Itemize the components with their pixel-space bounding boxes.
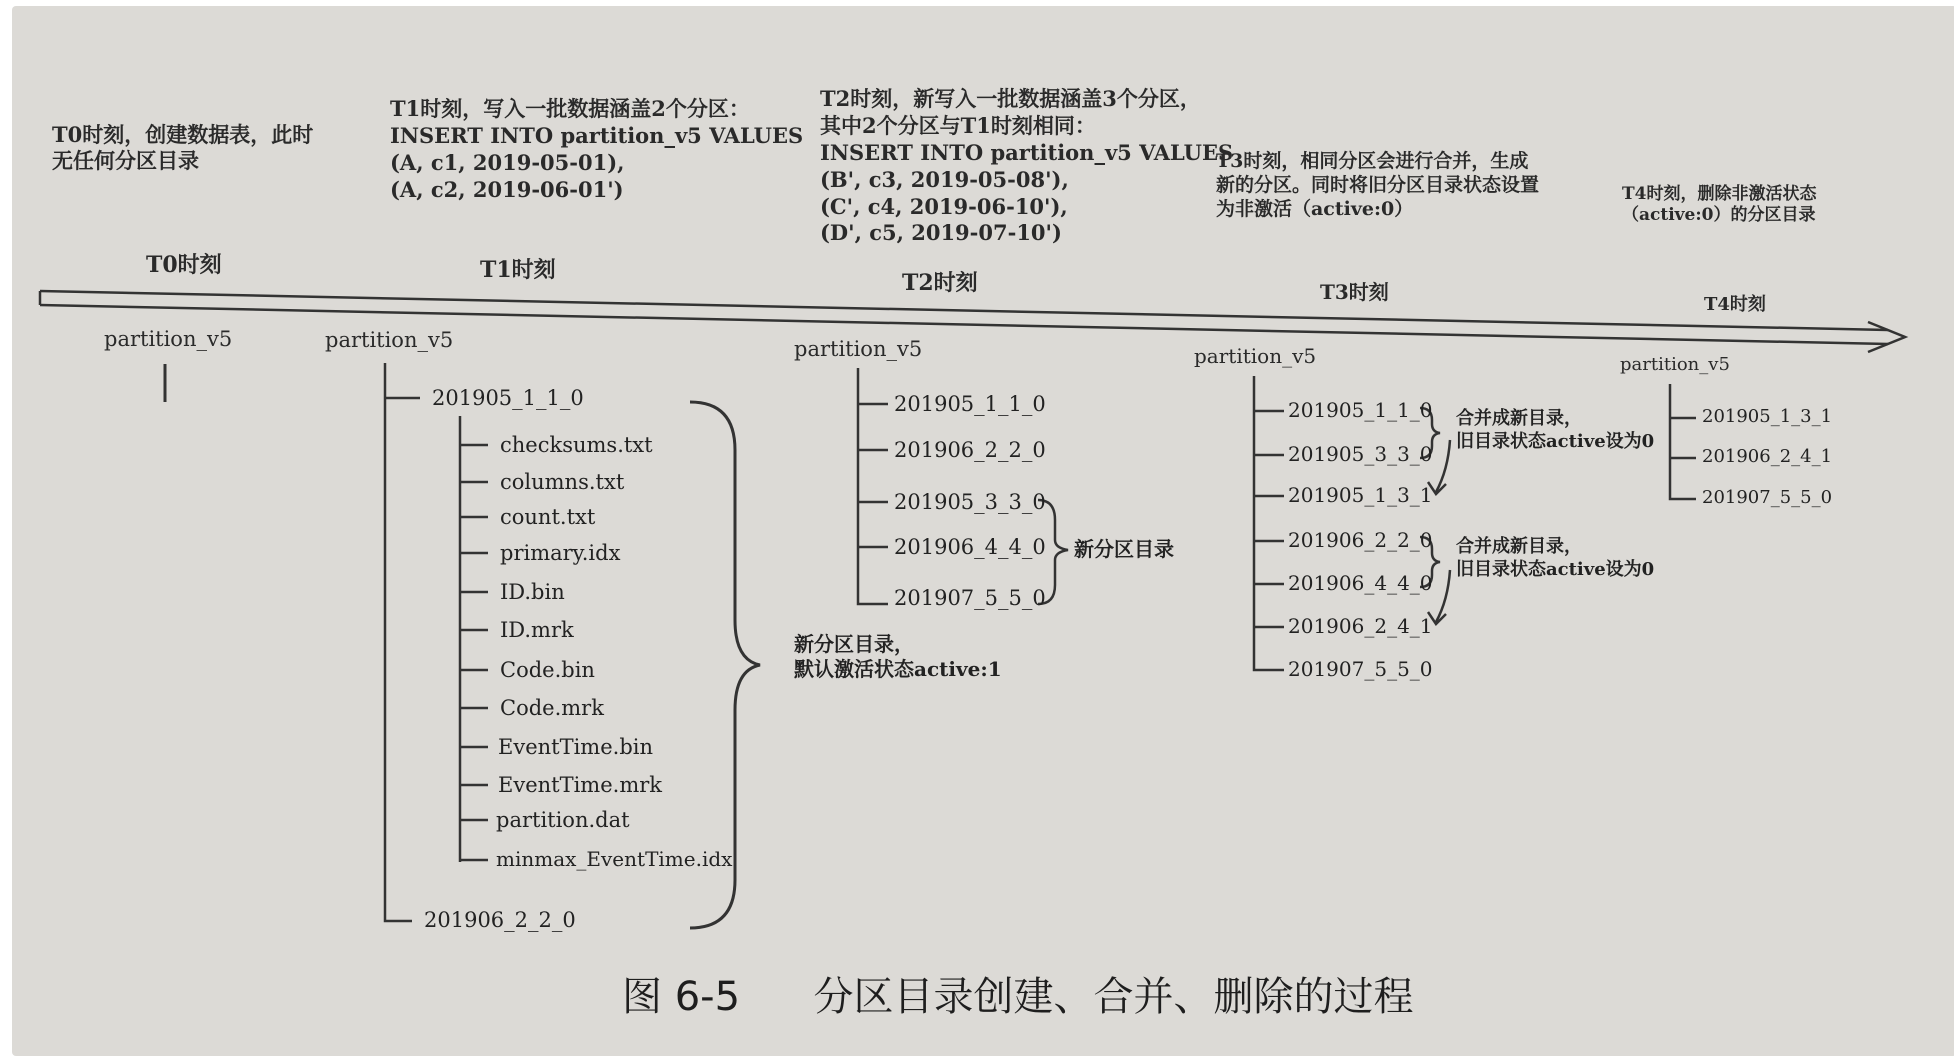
t3-dir: 201906_2_2_0 <box>1288 528 1433 552</box>
t4-dir: 201905_1_3_1 <box>1702 406 1833 427</box>
t1-file: columns.txt <box>500 470 625 494</box>
t3-desc-line: 为非激活（active:0） <box>1216 197 1414 220</box>
t1-desc-line: INSERT INTO partition_v5 VALUES <box>390 122 804 148</box>
t1-file: EventTime.mrk <box>498 773 663 797</box>
t0-desc-line: T0时刻，创建数据表，此时 <box>52 122 314 147</box>
t1-file: Code.bin <box>500 658 595 682</box>
t1-file: ID.bin <box>500 580 565 604</box>
t4-label: T4时刻 <box>1704 294 1766 315</box>
t1-description <box>390 96 803 204</box>
t2-dir: 201906_4_4_0 <box>894 535 1046 559</box>
t3-merge-note-b <box>1456 536 1654 581</box>
t1-tree-lines <box>385 363 488 921</box>
figure-title: 分区目录创建、合并、删除的过程 <box>813 974 1414 1020</box>
t3-dir: 201905_1_1_0 <box>1288 398 1433 422</box>
t4-tree-lines <box>1670 384 1696 499</box>
t2-dir: 201905_3_3_0 <box>894 490 1046 514</box>
t1-file: EventTime.bin <box>498 735 654 759</box>
t3-note-line: 合并成新目录， <box>1456 536 1582 557</box>
t1-desc-line: (A, c2, 2019-06-01') <box>390 176 624 202</box>
t3-root: partition_v5 <box>1194 344 1317 368</box>
t1-label: T1时刻 <box>480 257 556 283</box>
t1-root: partition_v5 <box>325 328 454 352</box>
t1-note-line: 新分区目录， <box>794 632 914 656</box>
t2-desc-line: 其中2个分区与T1时刻相同： <box>820 112 1096 138</box>
t3-desc-line: T3时刻，相同分区会进行合并，生成 <box>1216 150 1529 172</box>
t4-desc-line: （active:0）的分区目录 <box>1622 205 1816 226</box>
t4-root: partition_v5 <box>1620 354 1730 375</box>
t2-description <box>820 86 1233 247</box>
t2-dir: 201905_1_1_0 <box>894 392 1046 416</box>
t3-note-line: 旧目录状态active设为0 <box>1456 558 1655 580</box>
t3-dir: 201905_1_3_1 <box>1288 483 1433 507</box>
t1-file: checksums.txt <box>500 433 653 457</box>
t4-dir: 201907_5_5_0 <box>1702 487 1833 508</box>
t1-note <box>794 632 1002 682</box>
t2-tree-lines <box>858 368 888 604</box>
t3-description <box>1216 150 1539 221</box>
t3-merge-note-a <box>1456 408 1654 453</box>
figure-caption <box>622 972 1413 1022</box>
t3-dir: 201906_2_4_1 <box>1288 614 1433 638</box>
t2-desc-line: (B', c3, 2019-05-08'), <box>820 166 1069 192</box>
t2-note: 新分区目录 <box>1074 537 1174 561</box>
t1-file: count.txt <box>500 505 596 529</box>
t2-desc-line: INSERT INTO partition_v5 VALUES <box>820 139 1234 165</box>
t1-file: Code.mrk <box>500 696 604 720</box>
t3-label: T3时刻 <box>1320 280 1389 304</box>
t1-dir: 201905_1_1_0 <box>432 386 584 410</box>
t1-desc-line: (A, c1, 2019-05-01), <box>390 149 625 175</box>
t1-file: primary.idx <box>500 541 621 565</box>
t2-desc-line: (C', c4, 2019-06-10'), <box>820 193 1068 219</box>
t4-dir: 201906_2_4_1 <box>1702 446 1833 467</box>
t1-note-line: 默认激活状态active:1 <box>794 657 1002 681</box>
t2-desc-line: (D', c5, 2019-07-10') <box>820 220 1062 246</box>
t2-dir: 201907_5_5_0 <box>894 586 1046 610</box>
t3-note-line: 旧目录状态active设为0 <box>1456 430 1655 452</box>
t1-file: ID.mrk <box>500 618 574 642</box>
t4-description <box>1622 184 1816 227</box>
timeline-arrow <box>40 291 1905 352</box>
t1-file: partition.dat <box>496 808 630 832</box>
t3-note-line: 合并成新目录， <box>1456 408 1582 429</box>
t3-dir: 201905_3_3_0 <box>1288 442 1433 466</box>
t3-tree-lines <box>1254 376 1284 670</box>
t1-file: minmax_EventTime.idx <box>496 847 733 871</box>
t0-description <box>52 122 313 175</box>
t1-dir: 201906_2_2_0 <box>424 908 576 932</box>
t3-desc-line: 新的分区。同时将旧分区目录状态设置 <box>1216 173 1540 196</box>
t0-label: T0时刻 <box>146 252 222 278</box>
t3-dir: 201907_5_5_0 <box>1288 657 1433 681</box>
t2-label: T2时刻 <box>902 270 978 296</box>
t2-desc-line: T2时刻，新写入一批数据涵盖3个分区， <box>820 86 1201 111</box>
figure-number: 图 6-5 <box>622 974 741 1020</box>
t2-dir: 201906_2_2_0 <box>894 438 1046 462</box>
t1-desc-line: T1时刻，写入一批数据涵盖2个分区： <box>390 96 750 121</box>
t2-root: partition_v5 <box>794 337 923 361</box>
t4-desc-line: T4时刻，删除非激活状态 <box>1622 184 1817 204</box>
t0-desc-line: 无任何分区目录 <box>52 148 199 174</box>
t3-dir: 201906_4_4_0 <box>1288 571 1433 595</box>
t0-root: partition_v5 <box>104 327 233 351</box>
